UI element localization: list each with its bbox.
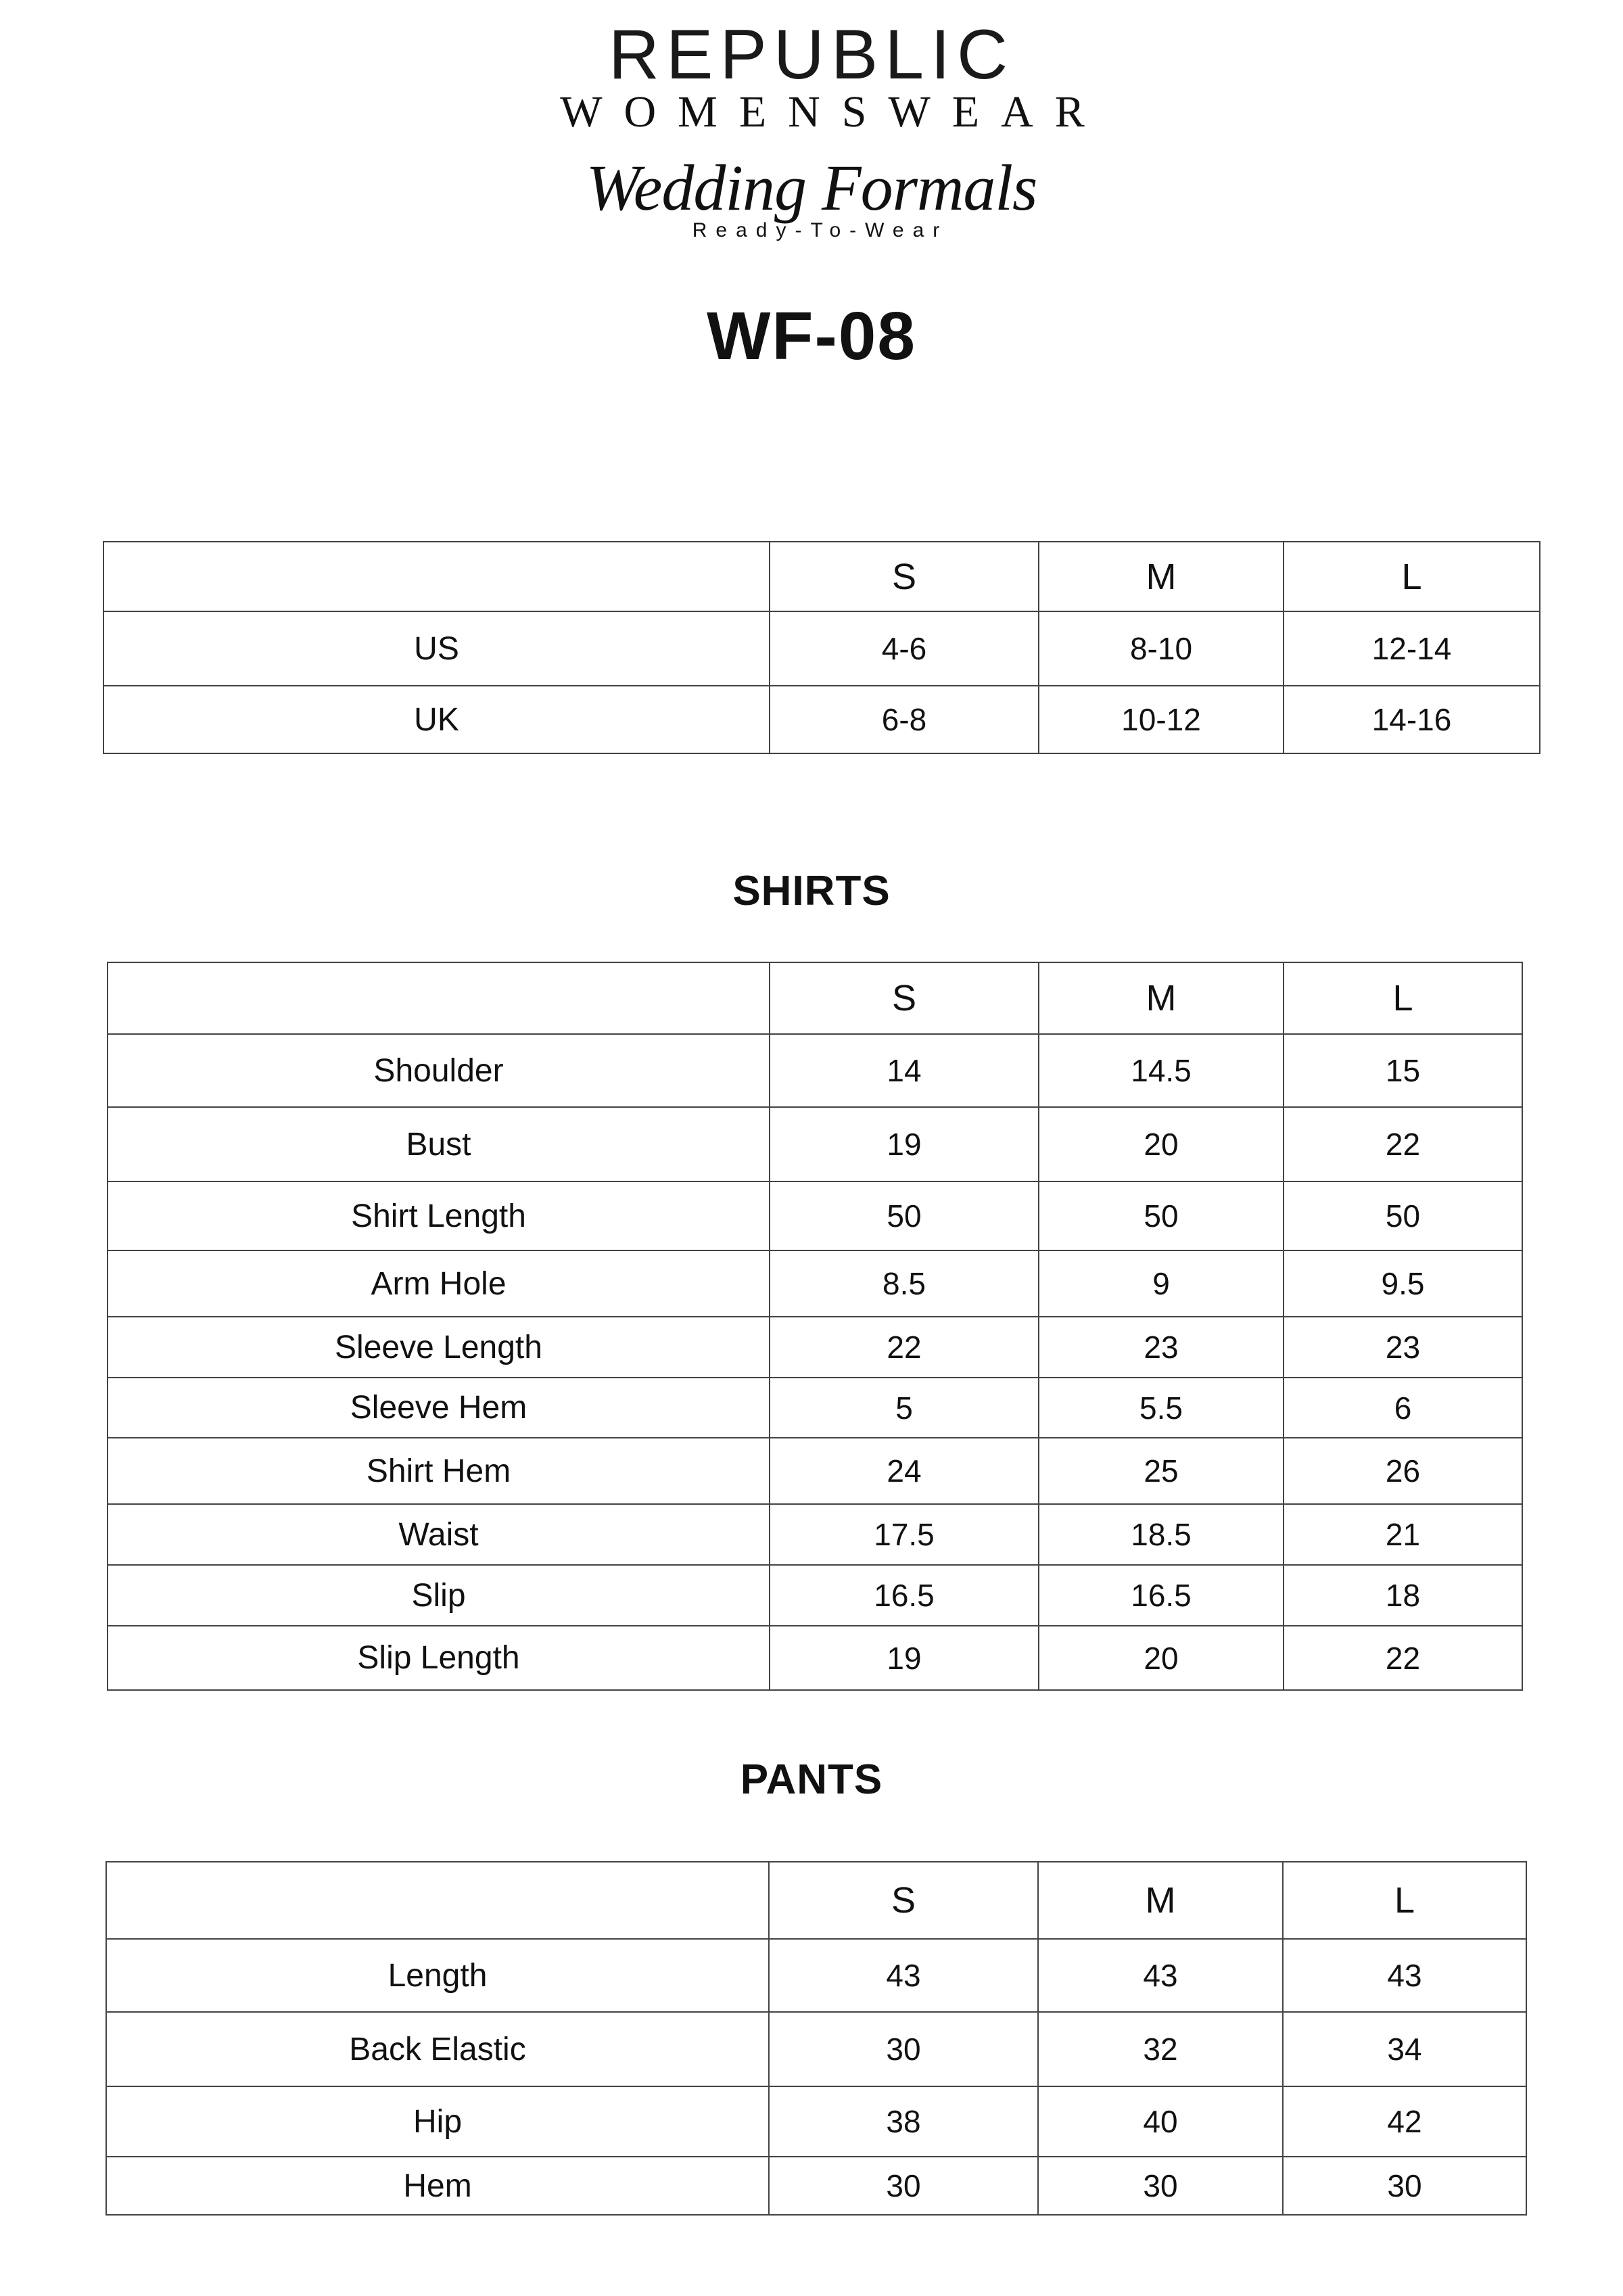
- table-header-row: [108, 962, 1522, 1034]
- brand-subtitle: WOMENSWEAR: [560, 87, 1106, 137]
- cell-value: 22: [1284, 1107, 1522, 1181]
- row-label: Slip Length: [108, 1626, 770, 1690]
- table-row: [106, 2157, 1526, 2215]
- cell-value: 14-16: [1284, 686, 1540, 753]
- cell-value: 19: [770, 1626, 1039, 1690]
- cell-value: 24: [770, 1438, 1039, 1504]
- row-label: Shoulder: [108, 1034, 770, 1107]
- cell-value: 12-14: [1284, 611, 1540, 686]
- collection-name: Wedding Formals: [586, 151, 1037, 224]
- cell-value: 9.5: [1284, 1250, 1522, 1317]
- table-row: [108, 1250, 1522, 1317]
- cell-value: 17.5: [770, 1504, 1039, 1565]
- row-label: Length: [106, 1939, 769, 2012]
- row-label: US: [103, 611, 770, 686]
- table-header-row: [103, 542, 1540, 611]
- cell-value: 23: [1284, 1317, 1522, 1378]
- row-label: Bust: [108, 1107, 770, 1181]
- cell-value: 8-10: [1039, 611, 1284, 686]
- table-row: [108, 1181, 1522, 1250]
- cell-value: 34: [1283, 2012, 1526, 2086]
- row-label: Waist: [108, 1504, 770, 1565]
- row-label: UK: [103, 686, 770, 753]
- pants-title: PANTS: [740, 1756, 883, 1803]
- table-row: [108, 1565, 1522, 1626]
- shirts-title: SHIRTS: [732, 868, 891, 914]
- cell-value: 50: [770, 1181, 1039, 1250]
- table-row: [103, 611, 1540, 686]
- cell-value: 5: [770, 1378, 1039, 1438]
- cell-value: 16.5: [1039, 1565, 1284, 1626]
- cell-value: 4-6: [770, 611, 1039, 686]
- cell-value: 43: [1038, 1939, 1283, 2012]
- header-cell: L: [1283, 1862, 1526, 1939]
- pants-size-table: [105, 1861, 1527, 2216]
- cell-value: 6-8: [770, 686, 1039, 753]
- table-row: [106, 2012, 1526, 2086]
- header-cell: S: [769, 1862, 1038, 1939]
- cell-value: 30: [769, 2157, 1038, 2215]
- cell-value: 18: [1284, 1565, 1522, 1626]
- header-cell: M: [1038, 1862, 1283, 1939]
- cell-value: 19: [770, 1107, 1039, 1181]
- cell-value: 20: [1039, 1107, 1284, 1181]
- cell-value: 10-12: [1039, 686, 1284, 753]
- header-cell: S: [770, 542, 1039, 611]
- cell-value: 20: [1039, 1626, 1284, 1690]
- row-label: Back Elastic: [106, 2012, 769, 2086]
- cell-value: 40: [1038, 2086, 1283, 2157]
- cell-value: 8.5: [770, 1250, 1039, 1317]
- cell-value: 22: [770, 1317, 1039, 1378]
- cell-value: 50: [1039, 1181, 1284, 1250]
- table-row: [108, 1626, 1522, 1690]
- product-code: WF-08: [707, 298, 916, 374]
- cell-value: 14.5: [1039, 1034, 1284, 1107]
- header-cell: [106, 1862, 769, 1939]
- size-conversion-table: [103, 541, 1540, 754]
- cell-value: 14: [770, 1034, 1039, 1107]
- cell-value: 16.5: [770, 1565, 1039, 1626]
- header-cell: L: [1284, 542, 1540, 611]
- header-cell: [103, 542, 770, 611]
- cell-value: 30: [1038, 2157, 1283, 2215]
- cell-value: 22: [1284, 1626, 1522, 1690]
- table-row: [108, 1378, 1522, 1438]
- table-row: [108, 1034, 1522, 1107]
- cell-value: 50: [1284, 1181, 1522, 1250]
- row-label: Slip: [108, 1565, 770, 1626]
- cell-value: 18.5: [1039, 1504, 1284, 1565]
- table-row: [103, 686, 1540, 753]
- cell-value: 42: [1283, 2086, 1526, 2157]
- table-header-row: [106, 1862, 1526, 1939]
- cell-value: 26: [1284, 1438, 1522, 1504]
- row-label: Sleeve Hem: [108, 1378, 770, 1438]
- table-row: [108, 1107, 1522, 1181]
- cell-value: 25: [1039, 1438, 1284, 1504]
- row-label: Arm Hole: [108, 1250, 770, 1317]
- row-label: Shirt Length: [108, 1181, 770, 1250]
- cell-value: 21: [1284, 1504, 1522, 1565]
- collection-tagline: Ready-To-Wear: [692, 219, 949, 241]
- row-label: Sleeve Length: [108, 1317, 770, 1378]
- cell-value: 30: [769, 2012, 1038, 2086]
- row-label: Hip: [106, 2086, 769, 2157]
- shirts-size-table: [107, 962, 1523, 1691]
- brand-name: REPUBLIC: [608, 16, 1015, 94]
- table-row: [108, 1317, 1522, 1378]
- cell-value: 38: [769, 2086, 1038, 2157]
- header-cell: L: [1284, 962, 1522, 1034]
- header-cell: M: [1039, 962, 1284, 1034]
- cell-value: 43: [769, 1939, 1038, 2012]
- header-cell: [108, 962, 770, 1034]
- table-row: [106, 1939, 1526, 2012]
- table-row: [108, 1438, 1522, 1504]
- table-row: [108, 1504, 1522, 1565]
- header-cell: M: [1039, 542, 1284, 611]
- cell-value: 15: [1284, 1034, 1522, 1107]
- cell-value: 32: [1038, 2012, 1283, 2086]
- row-label: Hem: [106, 2157, 769, 2215]
- cell-value: 9: [1039, 1250, 1284, 1317]
- header-cell: S: [770, 962, 1039, 1034]
- cell-value: 6: [1284, 1378, 1522, 1438]
- cell-value: 23: [1039, 1317, 1284, 1378]
- table-row: [106, 2086, 1526, 2157]
- cell-value: 43: [1283, 1939, 1526, 2012]
- row-label: Shirt Hem: [108, 1438, 770, 1504]
- cell-value: 5.5: [1039, 1378, 1284, 1438]
- cell-value: 30: [1283, 2157, 1526, 2215]
